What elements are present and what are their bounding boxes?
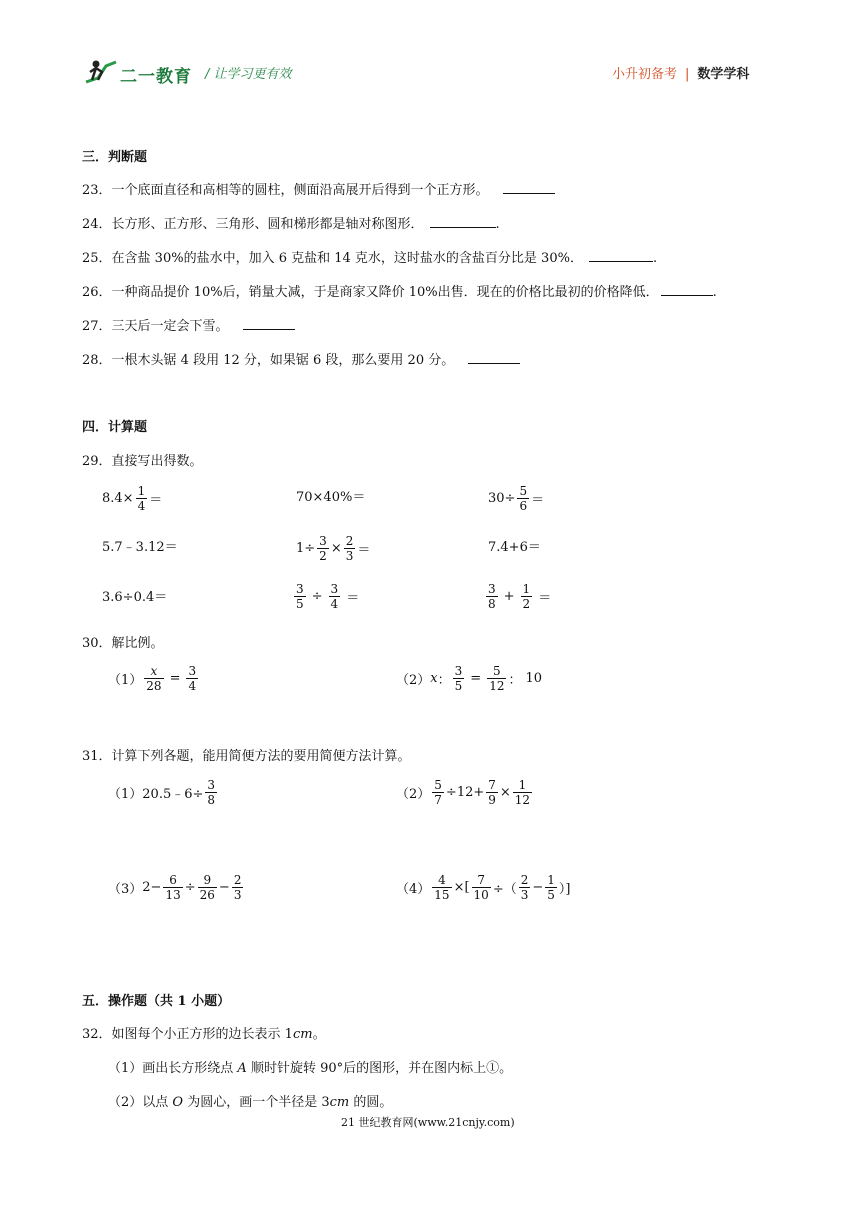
exam-label: 小升初备考 <box>612 67 678 82</box>
fraction: $\frac{1}{2}$ <box>522 582 531 611</box>
header-separator: | <box>685 67 690 82</box>
fraction: $\frac{1}{5}$ <box>547 873 555 902</box>
question-32-part-2: （2）以点 O 为圆心，画一个半径是 3cm 的圆。 <box>108 1095 393 1110</box>
runner-logo-icon <box>82 58 118 88</box>
fraction: $\frac{x}{28}$ <box>146 664 162 693</box>
fraction: $\frac{3}{8}$ <box>207 778 216 807</box>
expression-2: （2） $\frac{5}{7}$ ÷12+ $\frac{7}{9}$ × $\frac{1}{12}$ <box>396 778 531 807</box>
question-26 <box>82 281 717 300</box>
fraction: $\frac{4}{15}$ <box>434 873 450 902</box>
question-27 <box>82 315 295 334</box>
question-27-text: 27．三天后一定会下雪。 <box>82 319 229 334</box>
fraction: $\frac{3}{5}$ <box>296 582 304 611</box>
section-5-title: 五．操作题（共 1 小题） <box>82 994 231 1009</box>
header-right <box>612 63 749 82</box>
calc-4: 5.7﹣3.12＝ <box>102 540 178 555</box>
fraction: $\frac{1}{12}$ <box>514 778 531 807</box>
question-26-text: 26．一种商品提价 10%后，销量大减，于是商家又降价 10%出售．现在的价格比最初的价格降低． <box>82 285 659 300</box>
fraction: $\frac{2}{3}$ <box>345 534 354 563</box>
footer: 21 世纪教育网(www.21cnjy.com) <box>341 1116 515 1129</box>
proportion-1: （1） $\frac{x}{28}$ = $\frac{3}{4}$ <box>108 664 197 693</box>
proportion-2: （2） x ： $\frac{3}{5}$ = $\frac{5}{12}$ ： 10 <box>396 664 543 693</box>
answer-blank[interactable] <box>589 249 653 262</box>
question-25-text: 25．在含盐 30%的盐水中，加入 6 克盐和 14 克水，这时盐水的含盐百分比是 30%． <box>82 251 583 266</box>
fraction: $\frac{7}{9}$ <box>488 778 496 807</box>
question-28-text: 28．一根木头锯 4 段用 12 分，如果锯 6 段，那么要用 20 分。 <box>82 353 455 368</box>
fraction: $\frac{2}{3}$ <box>233 873 242 902</box>
answer-blank[interactable] <box>243 317 295 330</box>
answer-blank[interactable] <box>430 215 496 228</box>
period: . <box>495 217 500 232</box>
fraction: $\frac{5}{7}$ <box>434 778 442 807</box>
answer-blank[interactable] <box>503 181 555 194</box>
period: . <box>652 251 658 266</box>
fraction: $\frac{5}{6}$ <box>519 484 528 513</box>
calc-2: 70×40%＝ <box>296 490 366 505</box>
fraction: $\frac{3}{4}$ <box>330 582 339 611</box>
expression-1: （1） 20.5﹣6÷ $\frac{3}{8}$ <box>108 778 216 807</box>
slogan: / 让学习更有效 <box>205 67 292 82</box>
question-31: 31．计算下列各题，能用简便方法的要用简便方法计算。 <box>82 749 411 764</box>
calc-1: 8.4× $\frac{1}{4}$ ＝ <box>102 484 163 513</box>
fraction: $\frac{3}{2}$ <box>319 534 327 563</box>
fraction: $\frac{1}{4}$ <box>137 484 146 513</box>
fraction: $\frac{2}{3}$ <box>520 873 529 902</box>
question-24 <box>82 213 500 232</box>
fraction: $\frac{3}{8}$ <box>488 582 496 611</box>
fraction: $\frac{3}{4}$ <box>188 664 197 693</box>
logo <box>82 58 192 88</box>
question-23 <box>82 179 555 198</box>
fraction: $\frac{6}{13}$ <box>165 873 181 902</box>
expression-3: （3） 2− $\frac{6}{13}$ ÷ $\frac{9}{26}$ − $\frac{2}{3}$ <box>108 873 242 902</box>
question-29: 29．直接写出得数。 <box>82 454 203 469</box>
calc-7: 3.6÷0.4＝ <box>102 590 168 605</box>
fraction: $\frac{3}{5}$ <box>454 664 463 693</box>
fraction: $\frac{7}{10}$ <box>473 873 489 902</box>
expression-4: （4） $\frac{4}{15}$ ×[ $\frac{7}{10}$ ÷（ $\frac{2}{3}$ − $\frac{1}{5}$ ）] <box>396 873 571 902</box>
calc-6: 7.4+6＝ <box>488 540 541 555</box>
logo-text: 二一教育 <box>120 67 192 87</box>
question-30: 30．解比例。 <box>82 636 164 651</box>
period: . <box>712 285 717 300</box>
answer-blank[interactable] <box>661 283 713 296</box>
fraction: $\frac{9}{26}$ <box>199 873 215 902</box>
question-32-part-1: （1）画出长方形绕点 A 顺时针旋转 90°后的图形，并在图内标上①。 <box>108 1061 513 1076</box>
fraction: $\frac{5}{12}$ <box>489 664 505 693</box>
question-32: 32．如图每个小正方形的边长表示 1cm。 <box>82 1027 326 1042</box>
calc-9: $\frac{3}{8}$ + $\frac{1}{2}$ ＝ <box>488 582 552 611</box>
question-24-text: 24．长方形、正方形、三角形、圆和梯形都是轴对称图形． <box>82 217 424 232</box>
calc-3: 30÷ $\frac{5}{6}$ ＝ <box>488 484 545 513</box>
calc-8: $\frac{3}{5}$ ÷ $\frac{3}{4}$ ＝ <box>296 582 360 611</box>
question-23-text: 23．一个底面直径和高相等的圆柱，侧面沿高展开后得到一个正方形。 <box>82 183 489 198</box>
subject-label: 数学学科 <box>697 67 750 82</box>
question-28 <box>82 349 520 368</box>
calc-5: 1÷ $\frac{3}{2}$ × $\frac{2}{3}$ ＝ <box>296 534 371 563</box>
question-25 <box>82 247 657 266</box>
section-4-title: 四．计算题 <box>82 420 148 435</box>
section-3-title: 三．判断题 <box>82 150 148 165</box>
answer-blank[interactable] <box>468 351 520 364</box>
